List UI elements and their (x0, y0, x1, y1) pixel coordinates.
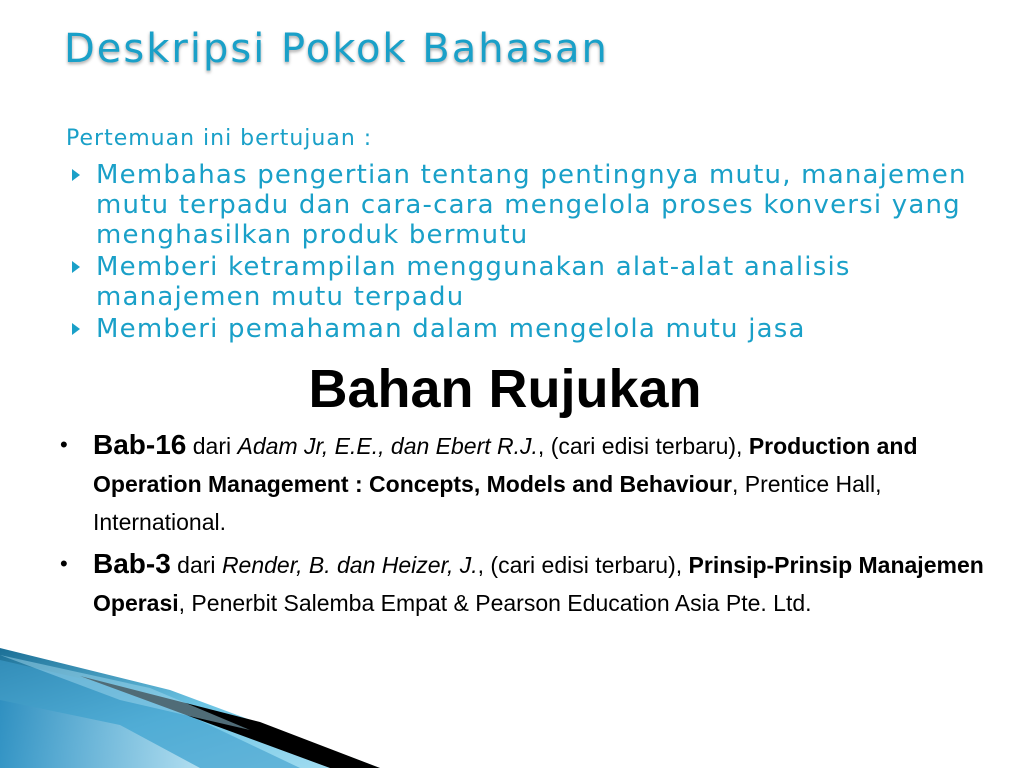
intro-text: Pertemuan ini bertujuan : (66, 126, 373, 151)
chapter-label: Bab-3 (93, 548, 171, 579)
bullet-icon: • (60, 432, 68, 457)
edition-text: , (cari edisi terbaru), (477, 552, 689, 578)
edition-text: , (cari edisi terbaru), (537, 433, 749, 459)
list-item (68, 160, 998, 250)
arrow-bullet-icon (72, 323, 80, 335)
book-title: Production and Operation Management : Concepts, Models and Behaviour (93, 433, 918, 497)
list-item (60, 426, 990, 541)
publisher-text: , Penerbit Salemba Empat & Pearson Education Asia Pte. Ltd. (178, 590, 812, 616)
objective-text: Memberi ketrampilan menggunakan alat-alat analisis manajemen mutu terpadu (96, 252, 851, 312)
objective-text: Memberi pemahaman dalam mengelola mutu jasa (96, 314, 806, 344)
list-item (68, 314, 998, 344)
objective-text: Membahas pengertian tentang pentingnya mutu, manajemen mutu terpadu dan cara-cara mengelola proses konversi yang menghasilkan produk bermutu (96, 160, 967, 250)
from-text: dari (186, 433, 238, 459)
slide-title: Deskripsi Pokok Bahasan (64, 26, 609, 72)
chapter-label: Bab-16 (93, 429, 187, 460)
arrow-bullet-icon (72, 169, 80, 181)
authors-text: Adam Jr, E.E., dan Ebert R.J. (237, 433, 538, 459)
references-list (60, 426, 990, 626)
objectives-list (68, 160, 998, 346)
list-item (60, 545, 990, 622)
book-title: Prinsip-Prinsip Manajemen Operasi (93, 552, 984, 616)
references-heading: Bahan Rujukan (308, 359, 702, 419)
arrow-bullet-icon (72, 261, 80, 273)
list-item (68, 252, 998, 312)
bullet-icon: • (60, 551, 68, 576)
from-text: dari (170, 552, 222, 578)
authors-text: Render, B. dan Heizer, J. (221, 552, 478, 578)
publisher-text: , Prentice Hall, International. (93, 471, 882, 535)
